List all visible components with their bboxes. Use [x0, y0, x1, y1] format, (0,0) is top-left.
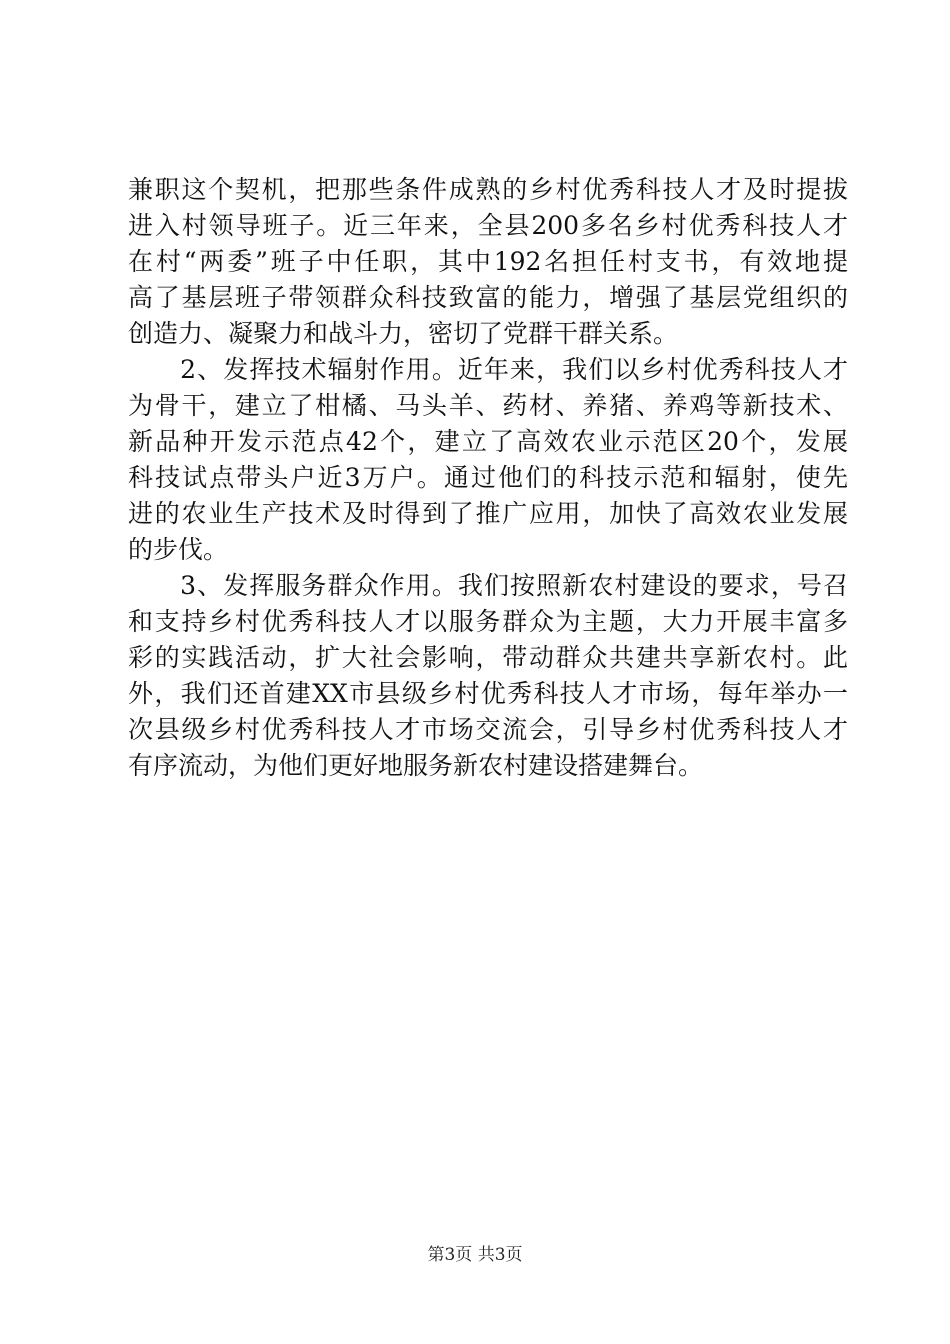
text-line: 进的农业生产技术及时得到了推广应用，加快了高效农业发展	[128, 499, 848, 528]
text-line: 次县级乡村优秀科技人才市场交流会，引导乡村优秀科技人才	[128, 715, 848, 744]
text-line: 在村“两委”班子中任职，其中192名担任村支书，有效地提	[128, 247, 848, 276]
text-line: 3、发挥服务群众作用。我们按照新农村建设的要求，号召	[128, 571, 848, 600]
text-line: 有序流动，为他们更好地服务新农村建设搭建舞台。	[128, 751, 704, 780]
text-line: 高了基层班子带领群众科技致富的能力，增强了基层党组织的	[128, 283, 848, 312]
page-number-footer: 第3页 共3页	[427, 1245, 523, 1265]
text-line: 科技试点带头户近3万户。通过他们的科技示范和辐射，使先	[128, 463, 848, 492]
text-line: 彩的实践活动，扩大社会影响，带动群众共建共享新农村。此	[128, 643, 848, 672]
body-text	[128, 172, 848, 784]
text-line: 兼职这个契机，把那些条件成熟的乡村优秀科技人才及时提拔	[128, 175, 848, 204]
text-line: 新品种开发示范点42个，建立了高效农业示范区20个，发展	[128, 427, 848, 456]
text-line: 2、发挥技术辐射作用。近年来，我们以乡村优秀科技人才	[128, 355, 848, 384]
text-line: 创造力、凝聚力和战斗力，密切了党群干群关系。	[128, 319, 679, 348]
text-line: 外，我们还首建XX市县级乡村优秀科技人才市场，每年举办一	[128, 679, 848, 708]
text-line: 的步伐。	[128, 535, 229, 564]
text-line: 进入村领导班子。近三年来，全县200多名乡村优秀科技人才	[128, 211, 848, 240]
text-line: 和支持乡村优秀科技人才以服务群众为主题，大力开展丰富多	[128, 607, 848, 636]
text-line: 为骨干，建立了柑橘、马头羊、药材、养猪、养鸡等新技术、	[128, 391, 848, 420]
